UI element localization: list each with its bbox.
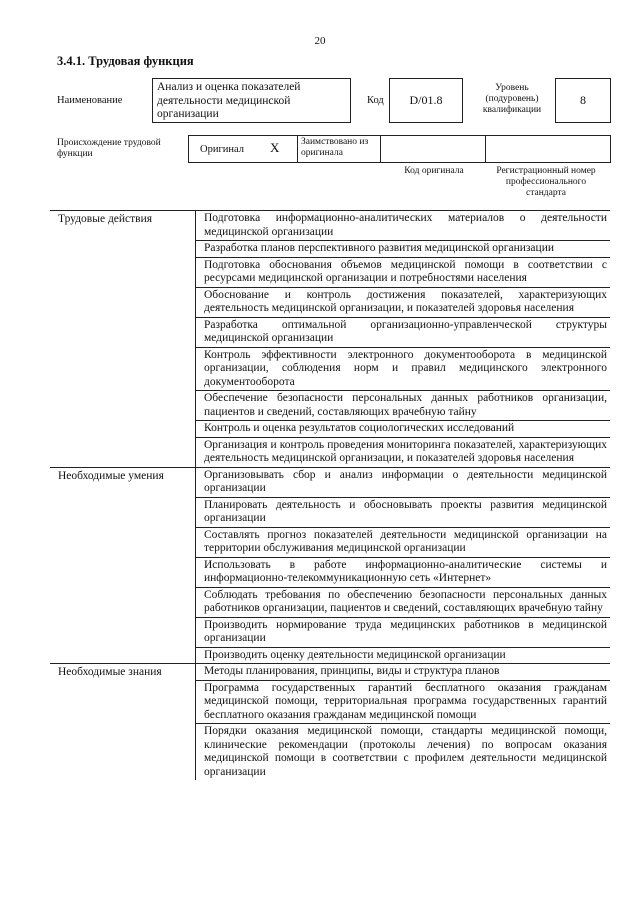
table-row: Организовывать сбор и анализ информации о деятельности медицинской организации — [196, 468, 610, 498]
table-row: Разработка планов перспективного развития медицинской организации — [196, 241, 610, 258]
table-row: Составлять прогноз показателей деятельности медицинской организации на территории обслуживания медицинской организации — [196, 528, 610, 558]
table-row: Организация и контроль проведения мониторинга показателей, характеризующих деятельность медицинской организации, и показателей здоровья населения — [204, 438, 607, 464]
level-value: 8 — [555, 78, 611, 123]
group-items — [196, 664, 611, 781]
table-group — [50, 467, 610, 664]
name-value: Анализ и оценка показателей деятельности медицинской организации — [152, 78, 351, 123]
code-value: D/01.8 — [389, 78, 463, 123]
table-row: Порядки оказания медицинской помощи, стандарты медицинской помощи, клинические рекомендации (протоколы лечения) по вопросам оказания медицинской помощи в соответствии с профилем деятельности медицинской организации — [204, 725, 607, 778]
table-group — [50, 211, 610, 468]
origin-divider-2 — [380, 135, 381, 163]
table-row: Контроль эффективности электронного документооборота в медицинской организации, соблюдения норм и правил медицинского электронного документооборота — [196, 348, 610, 392]
group-items — [196, 467, 611, 664]
group-items — [196, 211, 611, 468]
table-group — [50, 664, 610, 781]
table-row: Подготовка информационно-аналитических материалов о деятельности медицинской организации — [196, 211, 610, 241]
table-row: Программа государственных гарантий бесплатного оказания гражданам медицинской помощи, территориальная программа государственных гарантий бесплатного оказания гражданам медицинской помощи — [196, 681, 610, 725]
name-label: Наименование — [57, 95, 123, 106]
reg-number-label: Регистрационный номер профессионального стандарта — [496, 166, 596, 198]
table-row: Разработка оптимальной организационно-управленческой структуры медицинской организации — [196, 318, 610, 348]
page-number: 20 — [314, 35, 326, 47]
origin-divider-1 — [297, 135, 298, 163]
original-mark: X — [270, 140, 280, 155]
origin-box — [188, 135, 611, 163]
table-row: Планировать деятельность и обосновывать проекты развития медицинской организации — [196, 498, 610, 528]
code-label: Код — [367, 95, 384, 106]
group-category: Необходимые знания — [50, 664, 196, 781]
origin-label: Происхождение трудовой функции — [57, 138, 161, 159]
labor-function-table — [50, 210, 610, 780]
table-row: Подготовка обоснования объемов медицинской помощи в соответствии с ресурсами медицинской организации и потребностями населения — [196, 258, 610, 288]
table-row: Производить оценку деятельности медицинской организации — [204, 648, 506, 661]
borrowed-label: Заимствовано из оригинала — [301, 137, 369, 158]
table-row: Обеспечение безопасности персональных данных работников организации, пациентов и сведений, составляющих врачебную тайну — [196, 391, 610, 421]
table-row: Контроль и оценка результатов социологических исследований — [196, 421, 610, 438]
section-title: 3.4.1. Трудовая функция — [57, 54, 194, 68]
original-label: Оригинал — [200, 144, 244, 155]
table-row: Соблюдать требования по обеспечению безопасности персональных данных работников организации, пациентов и сведений, составляющих врачебную тайну — [196, 588, 610, 618]
code-original-label: Код оригинала — [404, 166, 464, 176]
table-row: Использовать в работе информационно-аналитические системы и информационно-телекоммуникационную сеть «Интернет» — [196, 558, 610, 588]
table-row: Производить нормирование труда медицинских работников в медицинской организации — [196, 618, 610, 648]
group-category: Необходимые умения — [50, 467, 196, 664]
level-label: Уровень (подуровень) квалификации — [482, 83, 542, 115]
table-row: Методы планирования, принципы, виды и структура планов — [196, 664, 610, 681]
table-row: Обоснование и контроль достижения показателей, характеризующих деятельность медицинской организации, и показателей здоровья населения — [196, 288, 610, 318]
group-category: Трудовые действия — [50, 211, 196, 468]
origin-divider-3 — [485, 135, 486, 163]
